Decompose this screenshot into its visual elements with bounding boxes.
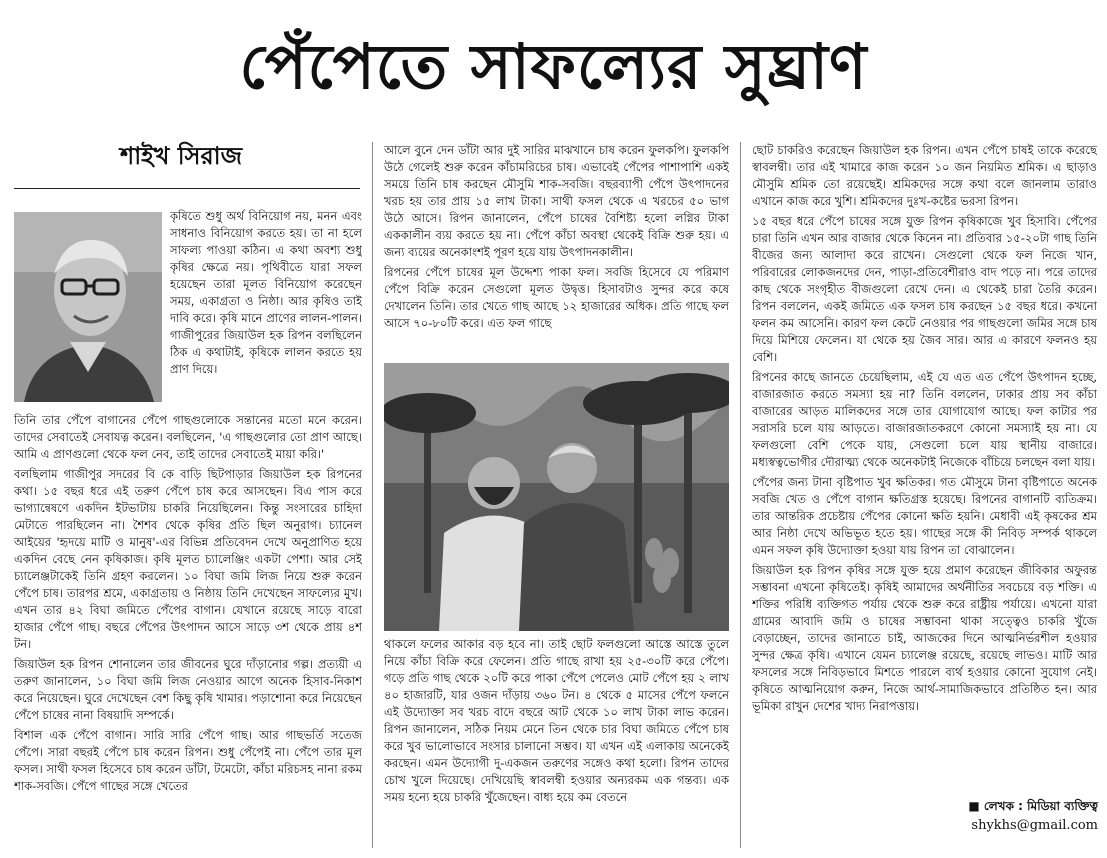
- paragraph: বলছিলাম গাজীপুর সদরের বি কে বাড়ি ছিটপাড়ার জিয়াউল হক রিপনের কথা। ১৫ বছর ধরে এই তরুণ পেঁপে চাষ করে আসছেন। বিএ পাস করে ভাগ্যান্বেষণে একদিন ইটভাটায় চাকরি নিয়েছিলেন। কিন্তু সংসারের চাহিদা মেটাতে পারছিলেন না। শৈশব থেকে কৃষির প্রতি ছিল অনুরাগ। চ্যানেল আইয়ের 'হৃদয়ে মাটি ও মানুষ'-এর বিভিন্ন প্রতিবেদন দেখে অনুপ্রাণিত হয়ে একদিন বেছে নেন কৃষিকাজ। কৃষি মূলত চ্যালেঞ্জিং একটা পেশা। আর সেই চ্যালেঞ্জটাকেই তিনি গ্রহণ করলেন। ১০ বিঘা জমি লিজ নিয়ে শুরু করেন পেঁপে চাষ। তারপর শ্রমে, একাগ্রতায় ও নিষ্ঠায় তিনি দেখেছেন সাফল্যের মুখ। এখন তার ৪২ বিঘা জমিতে পেঁপের বাগান। যেখানে রয়েছে সাড়ে বারো হাজার পেঁপে গাছ। বছরে পেঁপের উৎপাদন আসে সাড়ে ৩শ থেকে প্রায় ৪শ টন।: [14, 467, 362, 651]
- farm-photo: [384, 363, 729, 631]
- headline: পেঁপেতে সাফল্যের সুঘ্রাণ: [239, 30, 868, 103]
- column-middle-top: [384, 142, 729, 360]
- paragraph: বিশাল এক পেঁপে বাগান। সারি সারি পেঁপে গাছ। আর গাছভর্তি সতেজ পেঁপে। সারা বছরই পেঁপে চাষ করেন রিপন। শুধু পেঁপেই না। পেঁপে তার মূল ফসল। সাথী ফসল হিসেবে চাষ করেন ডাঁটা, টমেটো, কাঁচা মরিচসহ নানা রকম শাক-সবজি। পেঁপে গাছের সঙ্গে খেতের: [14, 728, 362, 793]
- byline-rule: [14, 188, 360, 189]
- column-right: [752, 142, 1097, 792]
- paragraph: ১৫ বছর ধরে পেঁপে চাষের সঙ্গে যুক্ত রিপন কৃষিকাজে খুব হিসাবি। পেঁপের চারা তিনি এখন আর বাজার থেকে কিনেন না। প্রতিবার ১৫-২০টা গাছ তিনি বীজের জন্য আলাদা করে রাখেন। সেগুলো থেকে ফল নিজে খান, পরিবারের লোকজনদের দেন, পাড়া-প্রতিবেশীরাও বাদ পড়ে না। পরে তাদের কাছ থেকে সংগৃহীত বীজগুলো রেখে দেন। এ থেকেই চারা তৈরি করেন। রিপন বললেন, একই জমিতে এক ফসল চাষ করছেন ১৫ বছর ধরে। কখনো ফলন কম আসেনি। কারণ ফল কেটে নেওয়ার পর গাছগুলো জমির সঙ্গে চাষ দিয়ে মিশিয়ে ফেলেন। যা থেকে হয় জৈব সার। আর এ কারণে ফলনও হয় বেশি।: [752, 214, 1097, 364]
- column-left: [14, 412, 362, 852]
- intro-text: কৃষিতে শুধু অর্থ বিনিয়োগ নয়, মনন এবং সাধনাও বিনিয়োগ করতে হয়। তা না হলে সাফল্য পাওয়া কঠিন। এ কথা অবশ্য শুধু কৃষির ক্ষেত্রে নয়। পৃথিবীতে যারা সফল হয়েছেন তারা মূলত বিনিয়োগ করেছেন সময়, একাগ্রতা ও নিষ্ঠা। আর কৃষিও তাই দাবি করে। কৃষি মানে প্রাণের লালন-পালন। গাজীপুরের জিয়াউল হক রিপন বলছিলেন ঠিক এ কথাটাই, কৃষিকে লালন করতে হয় প্রাণ দিয়ে।: [170, 209, 362, 376]
- paragraph: জিয়াউল হক রিপন কৃষির সঙ্গে যুক্ত হয়ে প্রমাণ করেছেন জীবিকার অফুরন্ত সম্ভাবনা এখনো কৃষিতেই। কৃষিই আমাদের অর্থনীতির সবচেয়ে বড় শক্তি। এ শক্তির পরিধি ব্যক্তিগত পর্যায় থেকে শুরু করে রাষ্ট্রীয় পর্যায়ে। এখনো যারা গ্রামের আবাদি জমি ও চাষের সম্ভাবনা থাকা সত্ত্বেও চাকরি খুঁজে বেড়াচ্ছেন, তাদের জানাতে চাই, আজকের দিনে আত্মনির্ভরশীল হওয়ার সুন্দর ক্ষেত্র কৃষি। এখানে যেমন চ্যালেঞ্জ রয়েছে, রয়েছে লাভও। মাটি আর ফসলের সঙ্গে নিবিড়ভাবে মিশতে পারলে ব্যর্থ হওয়ার কোনো সুযোগ নেই। কৃষিতে আত্মনিয়োগ করুন, নিজে আর্থ-সামাজিকভাবে প্রতিষ্ঠিত হন। আর ভূমিকা রাখুন দেশের খাদ্য নিরাপত্তায়।: [752, 563, 1097, 713]
- paragraph: থাকলে ফলের আকার বড় হবে না। তাই ছোট ফলগুলো আস্তে আস্তে তুলে নিয়ে কাঁচা বিক্রি করে ফেলেন। প্রতি গাছে রাখা হয় ২৫-৩০টি করে পেঁপে। গড়ে প্রতি গাছ থেকে ২০টি করে পাকা পেঁপে পেলেও মোট পেঁপে হয় ২ লাখ ৪০ হাজারটি, যার ওজন দাঁড়ায় ৩৬০ টন। ৪ থেকে ৫ মাসের পেঁপে ফলনে এই উদ্যোক্তা সব খরচ বাদে বছরে আট থেকে ১০ লাখ টাকা লাভ করেন। রিপন জানালেন, সঠিক নিয়ম মেনে তিন থেকে চার বিঘা জমিতে পেঁপে চাষ করে খুব ভালোভাবে সংসার চালানো সম্ভব। যা এখন এই এলাকায় অনেকেই করছেন। এমন উদ্যোগী দু-একজন তরুণের সঙ্গেও কথা হলো। রিপন তাদের চোখ খুলে দিয়েছে। দেখিয়েছি স্বাবলম্বী হওয়ার অন্যরকম এক গন্তব্য। এক সময় হন্যে হয়ে চাকরি খুঁজেছেন। বাধ্য হয়ে কম বেতনে: [384, 637, 729, 804]
- author-photo: [14, 212, 162, 402]
- byline: শাইখ সিরাজ: [120, 141, 243, 170]
- author-credit: ■ লেখক : মিডিয়া ব্যক্তিত্ব: [968, 799, 1098, 813]
- paragraph: পেঁপের জন্য টানা বৃষ্টিপাত খুব ক্ষতিকর। গত মৌসুমে টানা বৃষ্টিপাতে অনেক সবজি খেত ও পেঁপে বাগান ক্ষতিগ্রস্ত হয়েছে। রিপনের বাগানটি ব্যতিক্রম। তার আন্তরিক প্রচেষ্টায় পেঁপের কোনো ক্ষতি হয়নি। মেধাবী এই কৃষকের শ্রম আর নিষ্ঠা দেখে অভিভূত হতে হয়। গাছের সঙ্গে কী নিবিড় সম্পর্ক থাকলে এমন সফল কৃষি উদ্যোক্তা হওয়া যায় রিপন তা বোঝালেন।: [752, 475, 1097, 557]
- paragraph: ছোট চাকরিও করেছেন জিয়াউল হক রিপন। এখন পেঁপে চাষই তাকে করেছে স্বাবলম্বী। তার এই খামারে কাজ করেন ১০ জন নিয়মিত শ্রমিক। এ ছাড়াও মৌসুমি শ্রমিক তো রয়েছেই। শ্রমিকদের সঙ্গে কথা বলে জানলাম তারাও এখানে কাজ করে খুশি। শ্রমিকদের দুঃখ-কষ্টের ভরসা রিপন।: [752, 143, 1097, 208]
- intro-paragraph: [170, 208, 362, 413]
- paragraph: তিনি তার পেঁপে বাগানের পেঁপে গাছগুলোকে সন্তানের মতো মনে করেন। তাদের সেবাতেই সেবাযত্ন করেন। বলছিলেন, 'এ গাছগুলোর তো প্রাণ আছে। আমি এ প্রাণগুলো থেকে ফল নেব, তাই তাদের সেবাতেই মায়া করি।': [14, 413, 362, 461]
- author-portrait-illustration: [14, 212, 162, 402]
- paragraph: আলে বুনে দেন ডাঁটা আর দুই সারির মাঝখানে চাষ করেন ফুলকপি। ফুলকপি উঠে গেলেই শুরু করেন কাঁচামরিচের চাষ। এভাবেই পেঁপের পাশাপাশি একই সময়ে তিনি চাষ করছেন মৌসুমি শাক-সবজি। বছরব্যাপী পেঁপে উৎপাদনের খরচ হয় তার প্রায় ১৫ লাখ টাকা। সাথী ফসল থেকে এ খরচের ৫০ ভাগ উঠে আসে। রিপন জানালেন, পেঁপে চাষের বৈশিষ্ট্য হলো লগ্নির টাকা এককালীন ব্যয় করতে হয় না। পেঁপে কাঁচা অবস্থা থেকেই বিক্রি শুরু হয়। এ জন্য ব্যয়ের অনেকাংশই পূরণ হয়ে যায় উৎপাদনকালীন।: [384, 143, 729, 259]
- paragraph: রিপনের পেঁপে চাষের মূল উদ্দেশ্য পাকা ফল। সবজি হিসেবে যে পরিমাণ পেঁপে বিক্রি করেন সেগুলো মূলত উদ্বৃত্ত। হিসাবটাও সুন্দর করে কষে দেখালেন তিনি। তার খেতে গাছ আছে ১২ হাজারের অধিক। প্রতি গাছে ফল আসে ৭০-৮০টি করে। এত ফল গাছে: [384, 265, 729, 330]
- author-email: shykhs@gmail.com: [971, 818, 1098, 833]
- column-middle-bottom: [384, 636, 729, 846]
- papaya-farm-illustration: [384, 363, 729, 631]
- column-divider: [740, 142, 741, 848]
- paragraph: রিপনের কাছে জানতে চেয়েছিলাম, এই যে এত এত পেঁপে উৎপাদন হচ্ছে, বাজারজাত করতে সমস্যা হয় না? তিনি বললেন, ঢাকার প্রায় সব কাঁচা বাজারের আড়ত মালিকদের সঙ্গে তার যোগাযোগ আছে। ফল কাটার পর সরাসরি চলে যায় আড়তে। বাজারজাতকরণে কোনো সমস্যাই হয় না। যে ফলগুলো বেশি পেকে যায়, সেগুলো চলে যায় স্থানীয় বাজারে। মধ্যস্বত্বভোগীর দৌরাত্ম্য থেকে অনেকটাই নিজেকে বাঁচিয়ে চলছেন বলা যায়।: [752, 370, 1097, 469]
- paragraph: জিয়াউল হক রিপন শোনালেন তার জীবনের ঘুরে দাঁড়ানোর গল্প। প্রত্যয়ী এ তরুণ জানালেন, ১০ বিঘা জমি লিজ নেওয়ার আগে অনেক হিসাব-নিকাশ করে নিয়েছেন। ঘুরে দেখেছেন বেশ কিছু কৃষি খামার। পড়াশোনা করে নিয়েছেন পেঁপে চাষের নানা বিষয়াদি সম্পর্কে।: [14, 657, 362, 722]
- column-divider: [372, 142, 373, 848]
